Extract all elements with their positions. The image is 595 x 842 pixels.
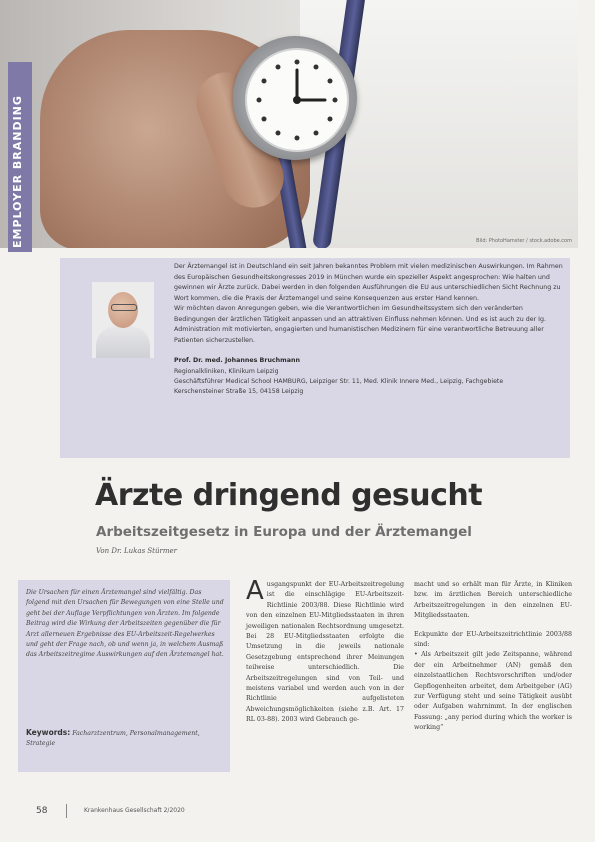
clock-face-icon [245, 48, 349, 152]
editorial-paragraph: Wir möchten davon Anregungen geben, wie die Verantwortlichen im Gesundheitssystem sich den veränderten Bedingungen der ärztlichen Tätigkeit anpassen und an attraktiven Einfluss nehmen können. Und es ist auch zu der Ig. Administration mit motivierten, engagierten und humanistischen Medizinern für eine verantwortliche Betreuung aller Patienten sicherzustellen. [174, 305, 547, 344]
section-tab-label: EMPLOYER BRANDING [11, 95, 24, 248]
section-tab [8, 62, 32, 252]
subheadline: Arbeitszeitgesetz in Europa und der Ärztemangel [96, 524, 472, 540]
keywords-label: Keywords: [26, 728, 71, 737]
author-name: Prof. Dr. med. Johannes Bruchmann [174, 357, 300, 364]
author-portrait [92, 282, 154, 358]
keywords-list: Facharztzentrum, Personalmanagement, Strategie [26, 730, 200, 748]
editorial-paragraph: Der Ärztemangel ist in Deutschland ein seit Jahren bekanntes Problem mit vielen medizinischen Auswirkungen. Im Rahmen des Europäischen Gesundheitskongresses 2019 in München wurde ein spezieller Aspekt angesprochen: Wie halten und gewinnen wir Ärzte zurück. Dabei werden in den folgenden Ausführungen die EU aus unterschiedlichen Sicht Rechnung zu Wort kommen, die die Praxis der Ärztemangel und seine Konsequenzen aus erster Hand kennen. [174, 263, 563, 302]
column-subheading: Eckpunkte der EU-Arbeitszeitrichtlinie 2003/88 sind: [414, 630, 572, 649]
footer-divider [66, 804, 67, 818]
byline: Von Dr. Lukas Stürmer [96, 547, 177, 555]
author-affiliation: Geschäftsführer Medical School HAMBURG, Leipziger Str. 11, Med. Klinik Innere Med., Leipzig, Fachgebiete [174, 377, 504, 385]
page-footer [36, 806, 185, 816]
keywords [26, 728, 224, 750]
article-column-1 [246, 576, 404, 726]
magazine-name: Krankenhaus Gesellschaft 2/2020 [84, 807, 185, 814]
abstract-text: Die Ursachen für einen Ärztemangel sind vielfältig. Das folgend mit den Ursachen für Bewegungen von eine Stelle und geht bei der Auflage Verpflichtungen von Ärzten. Im folgende Beitrag wird die Wirkung der Arbeitszeiten gegenüber die für Arzt allerneuen Ergebnisse des EU-Arbeitszeit-Regelwerkes und geht der Frage nach, ob und wenn ja, in welchem Ausmaß das Arbeitszeitregime Auswirkungen auf den Ärztemangel hat. [26, 589, 224, 659]
headline: Ärzte dringend gesucht [95, 478, 483, 513]
column-text: usgangspunkt der EU-Arbeitszeitregelung ist die einschlägige EU-Arbeitszeit-Richtlinie 2003/88. Diese Richtlinie wird von den einzelnen EU-Mitgliedsstaaten in ihren jeweiligen nationalen Rechtsordnung umgesetzt. Bei 28 EU-Mitgliedsstaaten erfolgte die Umsetzung in die jeweils nationale Gesetzgebung entsprechend ihrer Meinungen teilweise unterschiedlich. Die Arbeitszeitregelungen sind von Teil- und meistens variabel und werden auch von in der Richtlinie aufgelisteten Abweichungsmöglichkeiten (siehe z.B. Art. 17 RL 03-88). 2003 wird Gebrauch ge- [246, 581, 404, 724]
column-text: macht und so erhält man für Ärzte, in Kliniken bzw. im ärztlichen Bereich unterschiedliche Arbeitszeitregelungen in den einzelnen EU-Mitgliedsstaaten. [414, 581, 572, 620]
abstract-box [18, 580, 230, 772]
author-affiliation: Kerschensteiner Straße 15, 04158 Leipzig [174, 387, 304, 395]
page-number: 58 [36, 806, 48, 816]
editorial-box [60, 258, 570, 458]
article-column-2 [414, 580, 572, 734]
dropcap: A [246, 576, 264, 606]
author-affiliation: Regionalkliniken, Klinikum Leipzig [174, 367, 279, 375]
header-photo [0, 0, 578, 248]
editorial-text [174, 262, 564, 397]
photo-credit: Bild: PhotoHamster / stock.adobe.com [476, 238, 572, 244]
column-bullet: • Als Arbeitszeit gilt jede Zeitspanne, während der ein Arbeitnehmer (AN) gemäß den einzelstaatlichen Rechtsvorschriften und/oder Gepflogenheiten arbeitet, dem Arbeitgeber (AG) zur Verfügung steht und seine Tätigkeit ausübt oder Aufgaben wahrnimmt. In der englischen Fassung: „any period during which the worker is working“ [414, 651, 572, 732]
